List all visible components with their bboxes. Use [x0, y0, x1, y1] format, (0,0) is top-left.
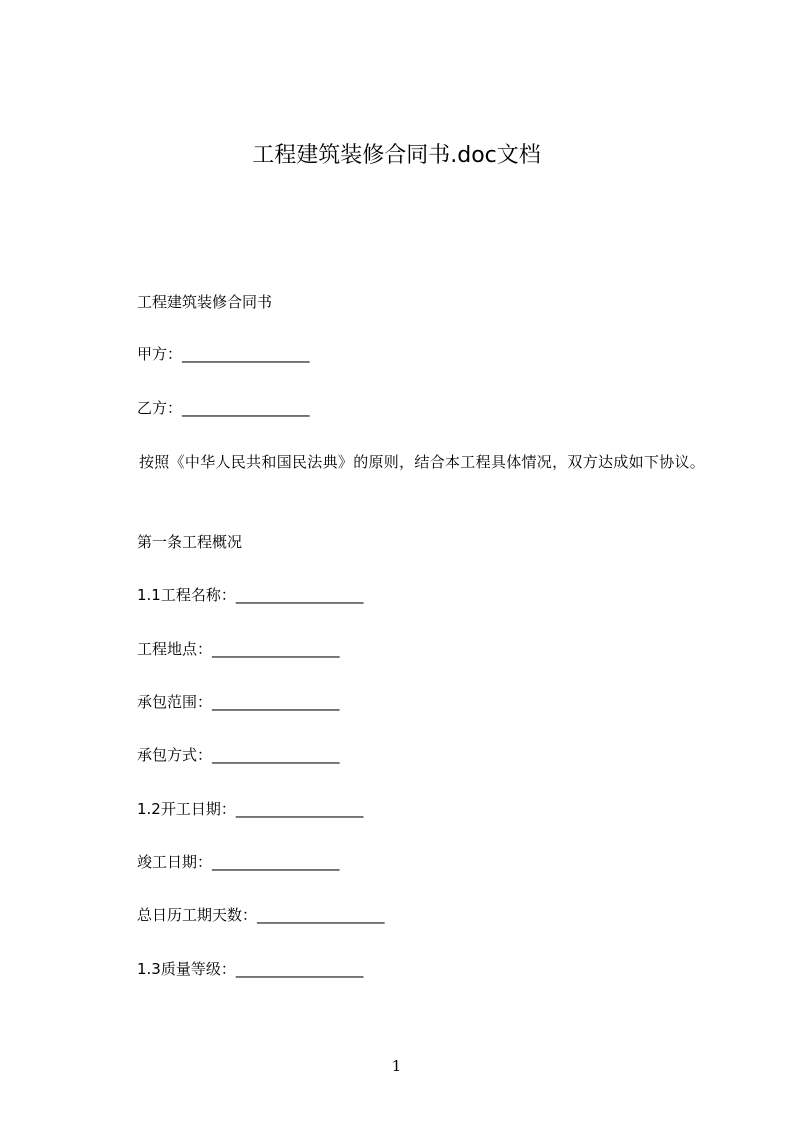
project-location-field: 工程地点：_________________ — [137, 640, 340, 658]
contract-heading: 工程建筑装修合同书 — [137, 293, 273, 311]
article-1-heading: 第一条工程概况 — [137, 533, 243, 551]
party-b-field: 乙方：_________________ — [137, 399, 310, 417]
party-a-field: 甲方：_________________ — [137, 345, 310, 363]
project-name-field: 1.1工程名称：_________________ — [137, 586, 364, 604]
page-number: 1 — [391, 1057, 402, 1075]
document-title: 工程建筑装修合同书.doc文档 — [252, 143, 541, 168]
contract-scope-field: 承包范围：_________________ — [137, 693, 340, 711]
preamble-paragraph: 按照《中华人民共和国民法典》的原则，结合本工程具体情况，双方达成如下协议。 — [139, 453, 706, 471]
start-date-field: 1.2开工日期：_________________ — [137, 800, 364, 818]
total-days-field: 总日历工期天数：_________________ — [137, 906, 385, 924]
completion-date-field: 竣工日期：_________________ — [137, 853, 340, 871]
quality-grade-field: 1.3质量等级：_________________ — [137, 960, 364, 978]
contract-method-field: 承包方式：_________________ — [137, 746, 340, 764]
